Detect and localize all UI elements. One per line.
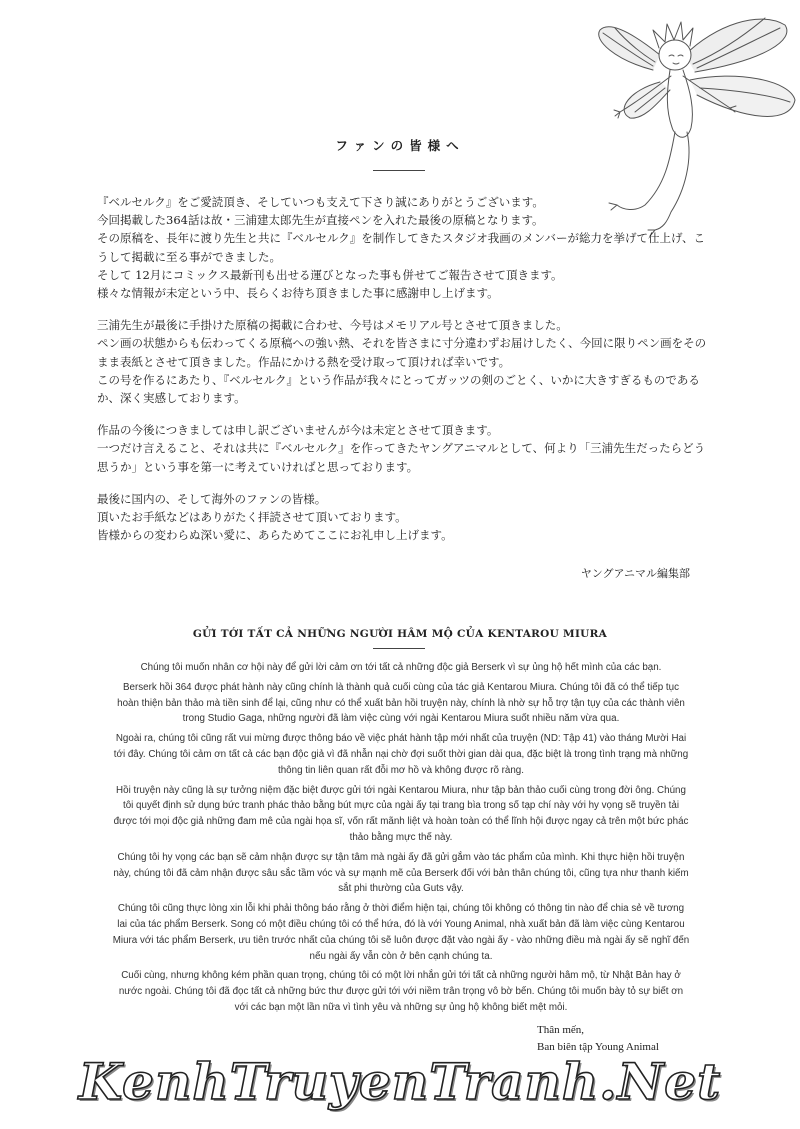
jp-paragraph: 三浦先生が最後に手掛けた原稿の掲載に合わせ、今号はメモリアル号とさせて頂きました。 ペン画の状態からも伝わってくる原稿への強い熱、それを皆さまに寸分違わずお届けしたく、今回に限りペン画をそのまま表紙とさせて頂きました。作品にかける熱を受け取って頂ければ幸いです。 この号を作るにあたり、『ベルセルク』という作品が我々にとってガッツの剣のごとく、いかに大きすぎるものであるか、深く実感しております。 xyxy=(97,318,707,406)
vn-paragraph: Cuối cùng, nhưng không kém phần quan trọng, chúng tôi có một lời nhắn gửi tới tất cả những người hâm mộ, từ Nhật Bản hay ở nước ngoài. Chúng tôi đã đọc tất cả những bức thư được gửi tới với niềm trân trọng vô bờ bến. Chúng tôi muốn bày tỏ sự biết ơn với các bạn một lần nữa vì tình yêu và những sự ủng hộ không biết mệt mỏi. xyxy=(118,970,684,1013)
jp-body xyxy=(97,193,707,558)
vn-paragraph: Berserk hồi 364 được phát hành này cũng chính là thành quả cuối cùng của tác giả Kentarou Miura. Chúng tôi đã có thể tiếp tục hoàn thiện bản thảo mà tiền sinh để lại, cũng như có thể xuất bản hồi truyện này, chính là nhờ sự hỗ trợ tận tụy của các thành viên trong Studio Gaga, những người đã làm việc cùng với ngài Kentarou Miura suốt nhiều năm vừa qua. xyxy=(117,681,685,725)
vn-paragraph: Chúng tôi hy vọng các bạn sẽ cảm nhận được sự tận tâm mà ngài ấy đã gửi gắm vào tác phẩm của mình. Khi thực hiện hồi truyện này, chúng tôi đã cảm nhận được sâu sắc tầm vóc và sự mạnh mẽ của Berserk đối với bản thân chúng tôi, cũng tựa như thanh kiếm sắt phi thường của Guts vậy. xyxy=(113,851,689,895)
jp-paragraph: 作品の今後につきましては申し訳ございませんが今は未定とさせて頂きます。 一つだけ言えること、それは共に『ベルセルク』を作ってきたヤングアニマルとして、何より「三浦先生だったらどう思うか」という事を第一に考えていければと思っております。 xyxy=(97,423,706,474)
vn-paragraph: Ngoài ra, chúng tôi cũng rất vui mừng được thông báo về việc phát hành tập mới nhất của truyện (ND: Tập 41) vào tháng Mười Hai tới đây. Chúng tôi cảm ơn tất cả các bạn độc giả vì đã nhẫn nại chờ đợi suốt thời gian dài qua, đặc biệt là trong tình trạng mà những thông tin liên quan rất đỗi mơ hồ và không được rõ ràng. xyxy=(113,733,689,776)
vn-paragraph: Chúng tôi cũng thực lòng xin lỗi khi phải thông báo rằng ở thời điểm hiện tại, chúng tôi không có thông tin nào để chia sẻ về tương lai của tác phẩm Berserk. Song có một điều chúng tôi có thể hứa, đó là với Young Animal, nhà xuất bản đã làm việc cùng Kentarou Miura với tác phẩm Berserk, ưu tiên trước nhất của chúng tôi sẽ luôn được đặt vào ngài ấy - vào những điều mà ngài ấy sẽ nghĩ đến nếu ngài ấy vẫn còn ở bên cạnh chúng ta. xyxy=(112,903,690,962)
vn-paragraph: Hồi truyện này cũng là sự tưởng niệm đặc biệt được gửi tới ngài Kentarou Miura, như tập bản thảo cuối cùng trong đời ông. Chúng tôi quyết định sử dụng bức tranh phác thảo bằng bút mực của ngài ấy tại trang bìa trong số tạp chí này với hy vọng sẽ truyền tải được tới mọi độc giả những đam mê của ngài họa sĩ, vốn rất mãnh liệt và hoàn toàn có thể lĩnh hội được ngay cả trên một bức phác thảo bằng mực thế này. xyxy=(113,784,689,843)
jp-title: ファンの皆様へ xyxy=(335,138,465,153)
jp-title-divider xyxy=(373,170,425,171)
vn-title: GỬI TỚI TẤT CẢ NHỮNG NGƯỜI HÂM MỘ CỦA KENTAROU MIURA xyxy=(192,628,608,640)
vn-signoff: Thân mến, xyxy=(537,1024,585,1036)
jp-signature: ヤングアニマル編集部 xyxy=(580,567,690,580)
vn-title-divider xyxy=(373,648,425,649)
vn-signature-block xyxy=(537,1022,659,1056)
jp-paragraph: 最後に国内の、そして海外のファンの皆様。 頂いたお手紙などはありがたく拝読させて頂いております。 皆様からの変わらぬ深い愛に、あらためてここにお礼申し上げます。 xyxy=(97,491,453,543)
vn-body xyxy=(112,660,690,1020)
jp-paragraph: 『ベルセルク』をご愛読頂き、そしていつも支えて下さり誠にありがとうございます。 今回掲載した364話は故・三浦建太郎先生が直接ペンを入れた最後の原稿となります。 その原稿を、長年に渡り先生と共に『ベルセルク』を制作してきたスタジオ我画のメンバーが総力を挙げて仕上げ、こうして掲載に至る事ができました。 そして 12月にコミックス最新刊も出せる運びとなった事も併せてご報告させて頂きます。 様々な情報が未定という中、長らくお待ち頂きました事に感謝申し上げます。 xyxy=(97,195,705,301)
vn-signature: Ban biên tập Young Animal xyxy=(537,1041,659,1053)
site-watermark: KenhTruyenTranh.Net xyxy=(78,1052,722,1111)
vn-paragraph: Chúng tôi muốn nhân cơ hội này để gửi lời cảm ơn tới tất cả những độc giả Berserk vì sự ủng hộ hết mình của các bạn. xyxy=(140,662,662,673)
